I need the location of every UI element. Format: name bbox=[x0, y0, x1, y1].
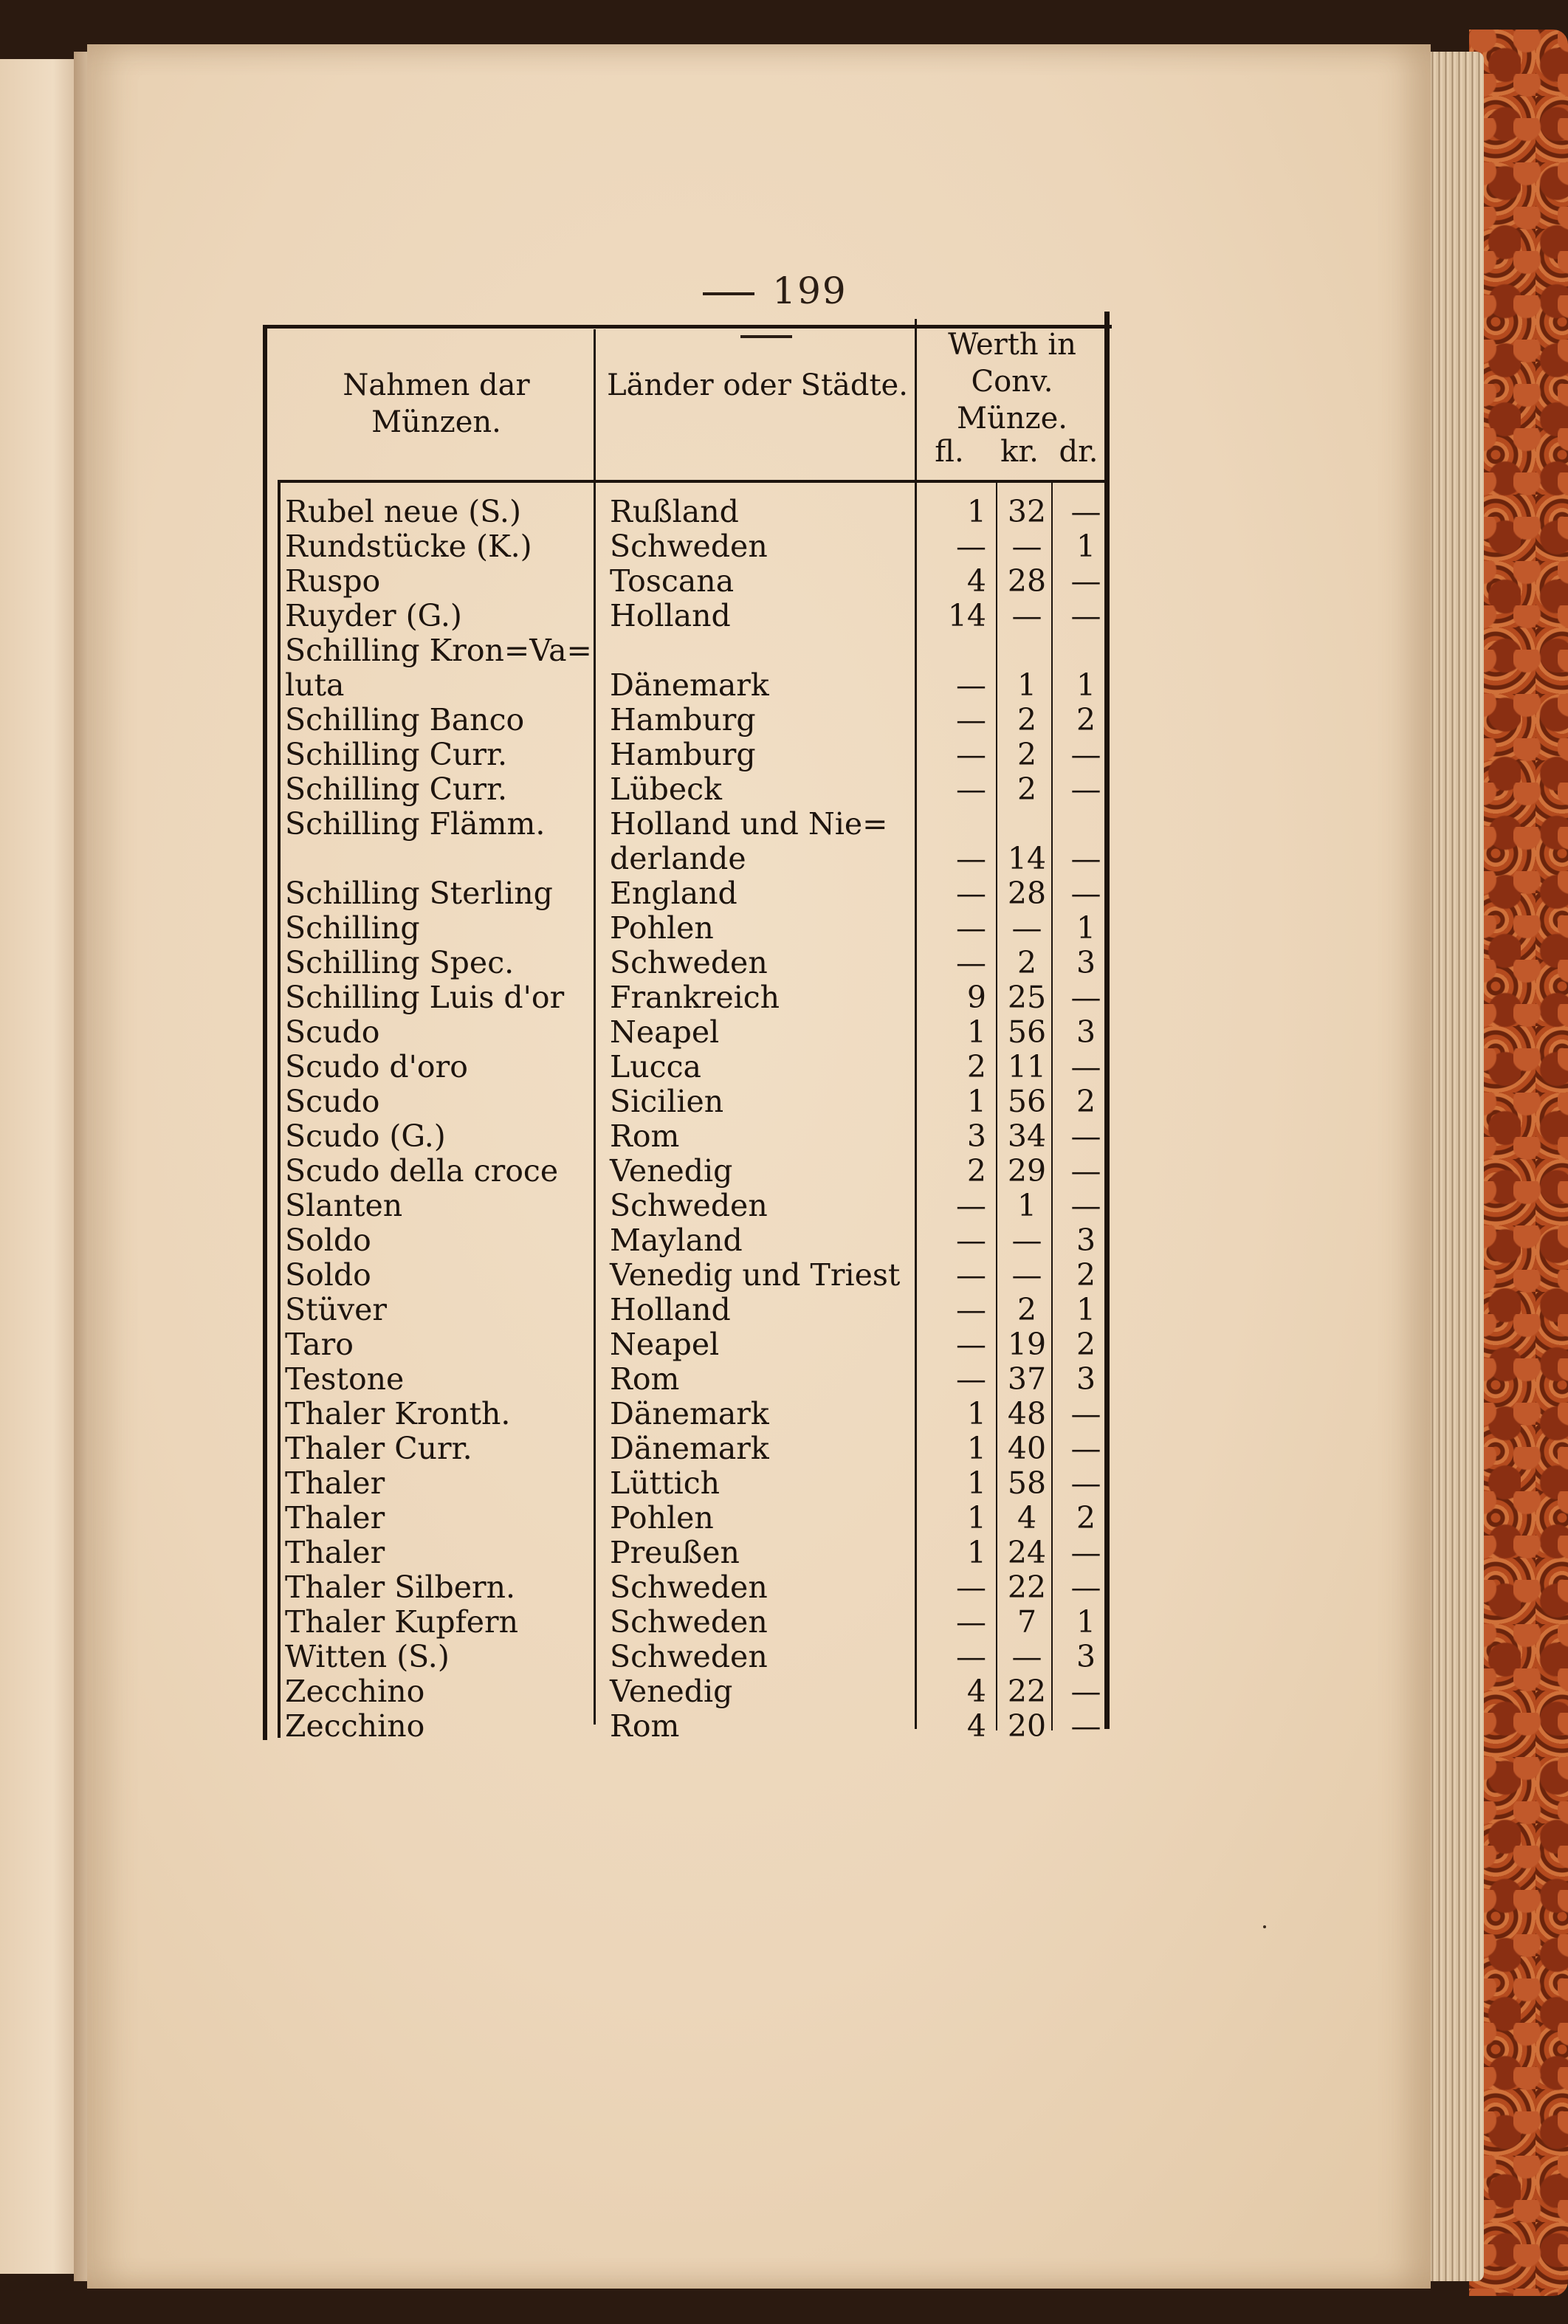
country: England bbox=[610, 876, 737, 911]
value-dr: 2 bbox=[1076, 1500, 1096, 1536]
value-kr: 2 bbox=[1017, 737, 1037, 772]
coin-name: Zecchino bbox=[285, 1674, 425, 1709]
value-dr: 3 bbox=[1076, 1361, 1096, 1397]
value-kr: 28 bbox=[1007, 563, 1047, 599]
country: Schweden bbox=[610, 1604, 768, 1640]
value-dr: — bbox=[1070, 563, 1101, 599]
value-fl: — bbox=[956, 841, 986, 876]
table-row bbox=[263, 1293, 1112, 1327]
value-fl: 1 bbox=[966, 1465, 986, 1501]
coin-name: Scudo (G.) bbox=[285, 1118, 446, 1154]
country: Holland bbox=[610, 1292, 731, 1327]
value-kr: — bbox=[1011, 598, 1042, 633]
table-row bbox=[263, 738, 1112, 772]
value-fl: 2 bbox=[966, 1153, 986, 1189]
value-fl: 4 bbox=[966, 563, 986, 599]
table-row bbox=[263, 703, 1112, 738]
coin-name: Thaler bbox=[285, 1465, 385, 1501]
value-fl: 1 bbox=[966, 1500, 986, 1536]
value-kr: 2 bbox=[1017, 702, 1037, 738]
table-row bbox=[263, 1709, 1112, 1744]
value-kr: 56 bbox=[1007, 1084, 1047, 1119]
header-dr: dr. bbox=[1059, 435, 1098, 469]
table-row bbox=[263, 1362, 1112, 1397]
value-dr: — bbox=[1070, 1674, 1101, 1709]
value-kr: — bbox=[1011, 529, 1042, 564]
table-row bbox=[263, 842, 1112, 876]
table-row bbox=[263, 946, 1112, 980]
value-dr: 3 bbox=[1076, 1223, 1096, 1258]
header-coin-names: Nahmen dar Münzen. bbox=[343, 368, 530, 439]
table-row bbox=[263, 599, 1112, 633]
country: Schweden bbox=[610, 1188, 768, 1223]
coin-name: luta bbox=[285, 667, 345, 703]
value-fl: 1 bbox=[966, 494, 986, 529]
value-fl: — bbox=[956, 702, 986, 738]
table-row bbox=[263, 1431, 1112, 1466]
country: Venedig und Triest bbox=[610, 1257, 901, 1293]
coin-name: Ruyder (G.) bbox=[285, 598, 462, 633]
value-fl: — bbox=[956, 1570, 986, 1605]
country: Holland und Nie= bbox=[610, 806, 888, 842]
coin-name: Slanten bbox=[285, 1188, 403, 1223]
country: Schweden bbox=[610, 529, 768, 564]
value-dr: 3 bbox=[1076, 945, 1096, 980]
coin-table bbox=[263, 312, 1112, 1744]
country: Hamburg bbox=[610, 737, 756, 772]
table-row bbox=[263, 1050, 1112, 1084]
value-dr: — bbox=[1070, 1708, 1101, 1744]
value-dr: 2 bbox=[1076, 702, 1096, 738]
value-dr: 2 bbox=[1076, 1257, 1096, 1293]
value-fl: 4 bbox=[966, 1708, 986, 1744]
country: Schweden bbox=[610, 945, 768, 980]
table-row bbox=[263, 1397, 1112, 1431]
value-kr: 2 bbox=[1017, 945, 1037, 980]
table-row bbox=[263, 1570, 1112, 1605]
country: Rom bbox=[610, 1361, 680, 1397]
country: Rußland bbox=[610, 494, 739, 529]
table-row bbox=[263, 1501, 1112, 1536]
coin-name: Rubel neue (S.) bbox=[285, 494, 521, 529]
country: Pohlen bbox=[610, 910, 714, 946]
coin-name: Witten (S.) bbox=[285, 1639, 450, 1674]
coin-name: Schilling Flämm. bbox=[285, 806, 546, 842]
value-kr: 28 bbox=[1007, 876, 1047, 911]
value-dr: — bbox=[1070, 1188, 1101, 1223]
coin-name: Soldo bbox=[285, 1257, 371, 1293]
marbled-book-edge bbox=[1469, 30, 1568, 2296]
country: Pohlen bbox=[610, 1500, 714, 1536]
ink-dot bbox=[1263, 1925, 1266, 1928]
value-kr: 40 bbox=[1007, 1431, 1047, 1466]
value-fl: 9 bbox=[966, 980, 986, 1015]
coin-name: Schilling Kron=Va= bbox=[285, 633, 592, 668]
value-dr: 1 bbox=[1076, 1604, 1096, 1640]
table-row bbox=[263, 529, 1112, 564]
value-kr: 34 bbox=[1007, 1118, 1047, 1154]
country: Hamburg bbox=[610, 702, 756, 738]
value-dr: — bbox=[1070, 1396, 1101, 1431]
value-fl: — bbox=[956, 1188, 986, 1223]
coin-name: Ruspo bbox=[285, 563, 381, 599]
value-kr: 56 bbox=[1007, 1014, 1047, 1050]
country: Mayland bbox=[610, 1223, 743, 1258]
value-fl: — bbox=[956, 737, 986, 772]
value-dr: 3 bbox=[1076, 1639, 1096, 1674]
country: Dänemark bbox=[610, 667, 769, 703]
value-kr: — bbox=[1011, 1639, 1042, 1674]
country: Toscana bbox=[610, 563, 735, 599]
value-fl: 14 bbox=[947, 598, 986, 633]
table-row bbox=[263, 1605, 1112, 1640]
country: Dänemark bbox=[610, 1431, 769, 1466]
value-dr: 3 bbox=[1076, 1014, 1096, 1050]
value-dr: — bbox=[1070, 1431, 1101, 1466]
value-dr: 1 bbox=[1076, 1292, 1096, 1327]
country: derlande bbox=[610, 841, 746, 876]
value-fl: 4 bbox=[966, 1674, 986, 1709]
country: Schweden bbox=[610, 1570, 768, 1605]
table-row bbox=[263, 495, 1112, 529]
value-kr: 58 bbox=[1007, 1465, 1047, 1501]
coin-name: Schilling Sterling bbox=[285, 876, 553, 911]
table-row bbox=[263, 980, 1112, 1015]
table-row bbox=[263, 1640, 1112, 1674]
value-kr: 1 bbox=[1017, 1188, 1037, 1223]
coin-name: Stüver bbox=[285, 1292, 387, 1327]
country: Venedig bbox=[610, 1674, 733, 1709]
coin-name: Scudo bbox=[285, 1014, 380, 1050]
table-row bbox=[263, 564, 1112, 599]
country: Lucca bbox=[610, 1049, 702, 1084]
coin-name: Thaler Curr. bbox=[285, 1431, 472, 1466]
value-fl: — bbox=[956, 1361, 986, 1397]
value-dr: — bbox=[1070, 1153, 1101, 1189]
table-row bbox=[263, 1466, 1112, 1501]
value-fl: — bbox=[956, 876, 986, 911]
value-dr: 1 bbox=[1076, 667, 1096, 703]
value-kr: 2 bbox=[1017, 1292, 1037, 1327]
value-dr: 2 bbox=[1076, 1327, 1096, 1362]
coin-name: Thaler bbox=[285, 1500, 385, 1536]
value-kr: 19 bbox=[1007, 1327, 1047, 1362]
value-dr: — bbox=[1070, 598, 1101, 633]
table-row bbox=[263, 633, 1112, 668]
value-kr: 11 bbox=[1007, 1049, 1047, 1084]
value-kr: 4 bbox=[1017, 1500, 1037, 1536]
table-row bbox=[263, 1536, 1112, 1570]
value-fl: — bbox=[956, 1604, 986, 1640]
value-kr: 14 bbox=[1007, 841, 1047, 876]
coin-name: Taro bbox=[285, 1327, 354, 1362]
table-row bbox=[263, 1154, 1112, 1189]
table-row bbox=[263, 1223, 1112, 1258]
header-value: Werth in Conv. Münze. bbox=[948, 328, 1076, 436]
value-dr: — bbox=[1070, 1570, 1101, 1605]
value-fl: 2 bbox=[966, 1049, 986, 1084]
coin-name: Soldo bbox=[285, 1223, 371, 1258]
header-countries: Länder oder Städte. bbox=[607, 368, 908, 402]
value-dr: — bbox=[1070, 1535, 1101, 1570]
value-kr: 1 bbox=[1017, 667, 1037, 703]
value-dr: — bbox=[1070, 737, 1101, 772]
coin-name: Testone bbox=[285, 1361, 405, 1397]
value-kr: 22 bbox=[1007, 1674, 1047, 1709]
coin-name: Schilling Curr. bbox=[285, 771, 508, 807]
value-dr: — bbox=[1070, 876, 1101, 911]
country: Neapel bbox=[610, 1014, 720, 1050]
value-fl: — bbox=[956, 1639, 986, 1674]
value-kr: 32 bbox=[1007, 494, 1047, 529]
value-fl: — bbox=[956, 1257, 986, 1293]
value-dr: — bbox=[1070, 841, 1101, 876]
table-row bbox=[263, 1258, 1112, 1293]
country: Preußen bbox=[610, 1535, 740, 1570]
value-fl: 1 bbox=[966, 1431, 986, 1466]
value-dr: — bbox=[1070, 1118, 1101, 1154]
value-fl: 1 bbox=[966, 1014, 986, 1050]
country: Frankreich bbox=[610, 980, 780, 1015]
value-fl: — bbox=[956, 1292, 986, 1327]
coin-name: Zecchino bbox=[285, 1708, 425, 1744]
country: Neapel bbox=[610, 1327, 720, 1362]
coin-name: Thaler Kupfern bbox=[285, 1604, 519, 1640]
value-dr: 2 bbox=[1076, 1084, 1096, 1119]
table-row bbox=[263, 772, 1112, 807]
value-dr: — bbox=[1070, 771, 1101, 807]
coin-name: Rundstücke (K.) bbox=[285, 529, 532, 564]
country: Holland bbox=[610, 598, 731, 633]
coin-name: Scudo della croce bbox=[285, 1153, 559, 1189]
header-kr: kr. bbox=[1000, 435, 1039, 469]
country: Rom bbox=[610, 1118, 680, 1154]
table-row bbox=[263, 876, 1112, 911]
value-fl: — bbox=[956, 1223, 986, 1258]
table-row bbox=[263, 1084, 1112, 1119]
value-fl: — bbox=[956, 667, 986, 703]
value-fl: — bbox=[956, 771, 986, 807]
table-row bbox=[263, 807, 1112, 842]
coin-name: Scudo d'oro bbox=[285, 1049, 468, 1084]
value-kr: — bbox=[1011, 1223, 1042, 1258]
table-row bbox=[263, 668, 1112, 703]
value-fl: — bbox=[956, 529, 986, 564]
value-kr: 29 bbox=[1007, 1153, 1047, 1189]
coin-name: Thaler Silbern. bbox=[285, 1570, 516, 1605]
value-kr: 20 bbox=[1007, 1708, 1047, 1744]
coin-name: Schilling Luis d'or bbox=[285, 980, 565, 1015]
value-fl: — bbox=[956, 910, 986, 946]
value-kr: 24 bbox=[1007, 1535, 1047, 1570]
value-fl: — bbox=[956, 1327, 986, 1362]
value-dr: — bbox=[1070, 494, 1101, 529]
country: Venedig bbox=[610, 1153, 733, 1189]
country: Dänemark bbox=[610, 1396, 769, 1431]
coin-name: Thaler Kronth. bbox=[285, 1396, 511, 1431]
value-kr: 22 bbox=[1007, 1570, 1047, 1605]
coin-name: Thaler bbox=[285, 1535, 385, 1570]
value-dr: — bbox=[1070, 1049, 1101, 1084]
country: Rom bbox=[610, 1708, 680, 1744]
coin-name: Scudo bbox=[285, 1084, 380, 1119]
table-row bbox=[263, 1189, 1112, 1223]
value-dr: 1 bbox=[1076, 529, 1096, 564]
value-dr: — bbox=[1070, 1465, 1101, 1501]
coin-name: Schilling bbox=[285, 910, 420, 946]
value-kr: 37 bbox=[1007, 1361, 1047, 1397]
country: Lübeck bbox=[610, 771, 722, 807]
value-fl: 1 bbox=[966, 1535, 986, 1570]
country: Sicilien bbox=[610, 1084, 724, 1119]
value-fl: 1 bbox=[966, 1396, 986, 1431]
value-kr: 48 bbox=[1007, 1396, 1047, 1431]
value-kr: — bbox=[1011, 910, 1042, 946]
table-row bbox=[263, 1015, 1112, 1050]
page-number: 199 bbox=[648, 269, 884, 355]
value-kr: 25 bbox=[1007, 980, 1047, 1015]
value-fl: 1 bbox=[966, 1084, 986, 1119]
value-kr: 2 bbox=[1017, 771, 1037, 807]
table-row bbox=[263, 911, 1112, 946]
header-fl: fl. bbox=[935, 435, 964, 469]
coin-name: Schilling Banco bbox=[285, 702, 525, 738]
value-kr: 7 bbox=[1017, 1604, 1037, 1640]
value-dr: 1 bbox=[1076, 910, 1096, 946]
value-fl: — bbox=[956, 945, 986, 980]
table-row bbox=[263, 1119, 1112, 1154]
country: Lüttich bbox=[610, 1465, 721, 1501]
table-row bbox=[263, 1327, 1112, 1362]
value-kr: — bbox=[1011, 1257, 1042, 1293]
coin-name: Schilling Spec. bbox=[285, 945, 515, 980]
table-row bbox=[263, 1674, 1112, 1709]
coin-name: Schilling Curr. bbox=[285, 737, 508, 772]
value-dr: — bbox=[1070, 980, 1101, 1015]
country: Schweden bbox=[610, 1639, 768, 1674]
value-fl: 3 bbox=[966, 1118, 986, 1154]
